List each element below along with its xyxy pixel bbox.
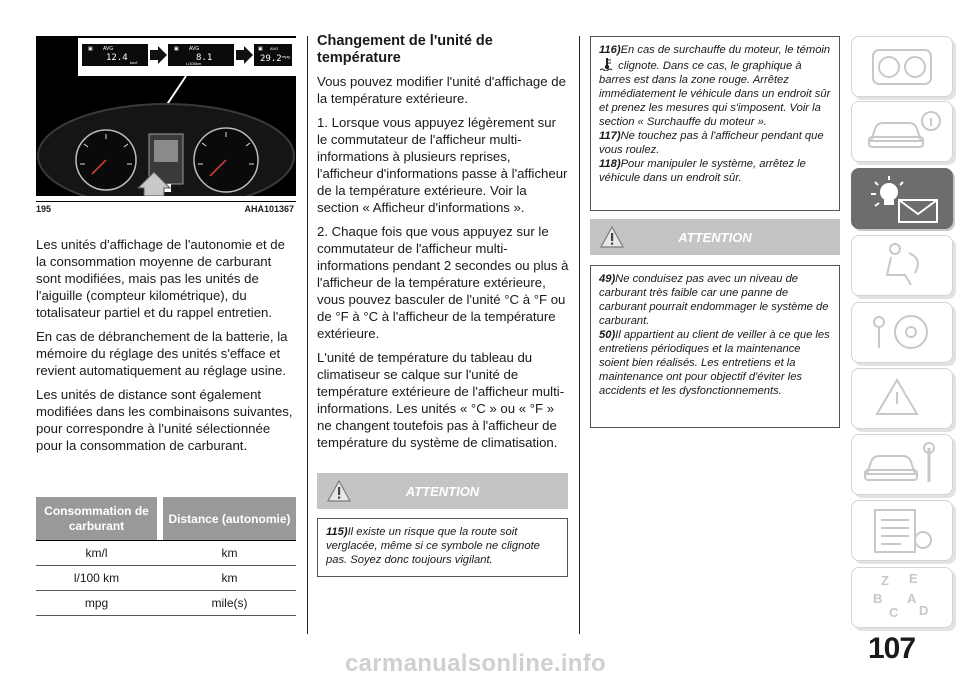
note-number: 117) [599,130,621,142]
table-cell: km [163,566,296,591]
note-text: Il existe un risque que la route soit verglacée, même si ce symbole ne clignote pas. Soyez donc toujours vigilant. [326,526,540,566]
display-1-value: 12.4 [106,53,128,63]
svg-text:D: D [919,603,929,618]
note-box [317,518,568,577]
column-1-text [36,236,298,461]
note-box [590,265,840,428]
note-text: Ne conduisez pas avec un niveau de carburant très faible car une panne de carburant pourrait endommager le système de carburant. [599,273,829,327]
table-header-consumption: Consommation de carburant [36,497,157,540]
tab-vehicle-info[interactable] [851,101,953,162]
note-text: Ne touchez pas à l'afficheur pendant que vous roulez. [599,130,824,156]
section-heading: Changement de l'unité de température [317,33,493,66]
specification-list-icon [851,500,953,561]
display-1-unit: km/l [130,60,138,65]
attention-label: ATTENTION [678,230,752,245]
paragraph: Les unités de distance sont également modifiées dans les combinaisons suivantes, pour correspondre à l'unité sélectionnée pour la consommation de carburant. [36,387,293,453]
note-number: 49) [599,273,616,285]
column-2-text [317,33,569,458]
figure-number: 195 [36,204,52,214]
paragraph: L'unité de température du tableau du climatiseur se calque sur l'unité de température extérieure de l'afficheur multi-informations. Les unités « °C » ou « °F » ne changent toutefois pas à l'afficheur de température du système de climatisation. [317,350,565,450]
note-number: 118) [599,158,621,170]
column-divider [307,36,308,634]
note-text: Pour manipuler le système, arrêtez le véhicule dans un endroit sûr. [599,158,806,184]
table-row [36,541,296,566]
svg-text:A: A [907,591,917,606]
column-divider [579,36,580,634]
tab-safety[interactable] [851,235,953,296]
note-number: 116) [599,44,621,56]
note-text: clignote. Dans ce cas, le graphique à barres est dans la zone rouge. Arrêtez immédiatement le véhicule dans un endroit sûr et prenez les mesures qui s'imposent. Voir la section « Surchauffe du moteur ». [599,60,831,128]
alphabet-index-icon [851,567,953,628]
svg-text:▣: ▣ [174,46,179,52]
tab-maintenance[interactable] [851,434,953,495]
tab-index[interactable] [851,567,953,628]
tab-specifications[interactable] [851,500,953,561]
instrument-cluster-figure [36,36,296,196]
steering-wheel-key-icon [851,302,953,363]
note-text: Il appartient au client de veiller à ce que les entretiens périodiques et la maintenance soient bien réalisés. Les entretiens et la maintenance ont pour objectif d'éviter les accidents et les dysfonctionnements. [599,329,830,397]
paragraph: En cas de débranchement de la batterie, la mémoire du réglage des unités s'efface et revient automatiquement au réglage usine. [36,329,288,378]
warning-triangle-car-icon [851,368,953,429]
tab-emergency[interactable] [851,368,953,429]
table-cell: l/100 km [36,566,157,591]
attention-banner [317,473,568,509]
paragraph: Les unités d'affichage de l'autonomie et de la consommation moyenne de carburant sont modifiées, mais pas les unités de l'aiguille (compteur kilométrique), du totalisateur partiel et du rappel entretien. [36,237,285,320]
note-text: En cas de surchauffe du moteur, le témoin [620,44,831,56]
airbag-seat-icon [851,235,953,296]
tab-dashboard[interactable] [851,36,953,97]
table-cell: mile(s) [163,591,296,616]
display-1-tag: AVG [103,46,114,52]
table-header-distance: Distance (autonomie) [163,497,296,540]
paragraph: 2. Chaque fois que vous appuyez sur le commutateur de l'afficheur multi-informations pendant 2 secondes ou plus à l'afficheur de la température extérieure, vous pouvez basculer de l'unité °C à °F ou de °F à °C à l'afficheur de la température extérieure. [317,224,569,341]
tab-warning-lights[interactable] [851,168,953,229]
unit-table [36,497,296,616]
car-info-icon [851,101,953,162]
svg-text:▣: ▣ [88,46,93,52]
table-cell: mpg [36,591,157,616]
figure-caption [36,201,296,216]
svg-text:▣: ▣ [258,46,263,52]
attention-label: ATTENTION [405,484,480,499]
warning-light-message-icon [851,168,953,229]
paragraph: 1. Lorsque vous appuyez légèrement sur le commutateur de l'afficheur multi-informations à plusieurs reprises, l'afficheur d'informations passe à l'afficheur de la température extérieure. Voir la section « Afficheur d'informations ». [317,115,568,215]
display-3-tag: AVG [270,46,279,51]
display-3-unit: mpg [282,54,290,59]
tab-driving[interactable] [851,302,953,363]
note-number: 115) [326,526,348,538]
svg-text:E: E [909,571,918,586]
watermark: carmanualsonline.info [345,650,607,677]
note-number: 50) [599,329,616,341]
display-2-unit: L/100km [186,61,202,66]
note-box [590,36,840,211]
table-row [36,566,296,591]
svg-text:Z: Z [881,573,889,588]
display-3-value: 29.2 [260,54,282,64]
table-cell: km [163,541,296,566]
car-wrench-icon [851,434,953,495]
display-2-value: 8.1 [196,53,213,63]
dashboard-gauges-icon [851,36,953,97]
svg-text:C: C [889,605,899,620]
display-2-tag: AVG [189,46,200,52]
attention-banner [590,219,840,255]
table-row [36,591,296,616]
paragraph: Vous pouvez modifier l'unité d'affichage de la température extérieure. [317,74,566,106]
engine-temperature-icon [599,57,615,71]
page-number: 107 [868,632,916,665]
table-cell: km/l [36,541,157,566]
figure-code: AHA101367 [244,204,294,214]
svg-text:B: B [873,591,883,606]
